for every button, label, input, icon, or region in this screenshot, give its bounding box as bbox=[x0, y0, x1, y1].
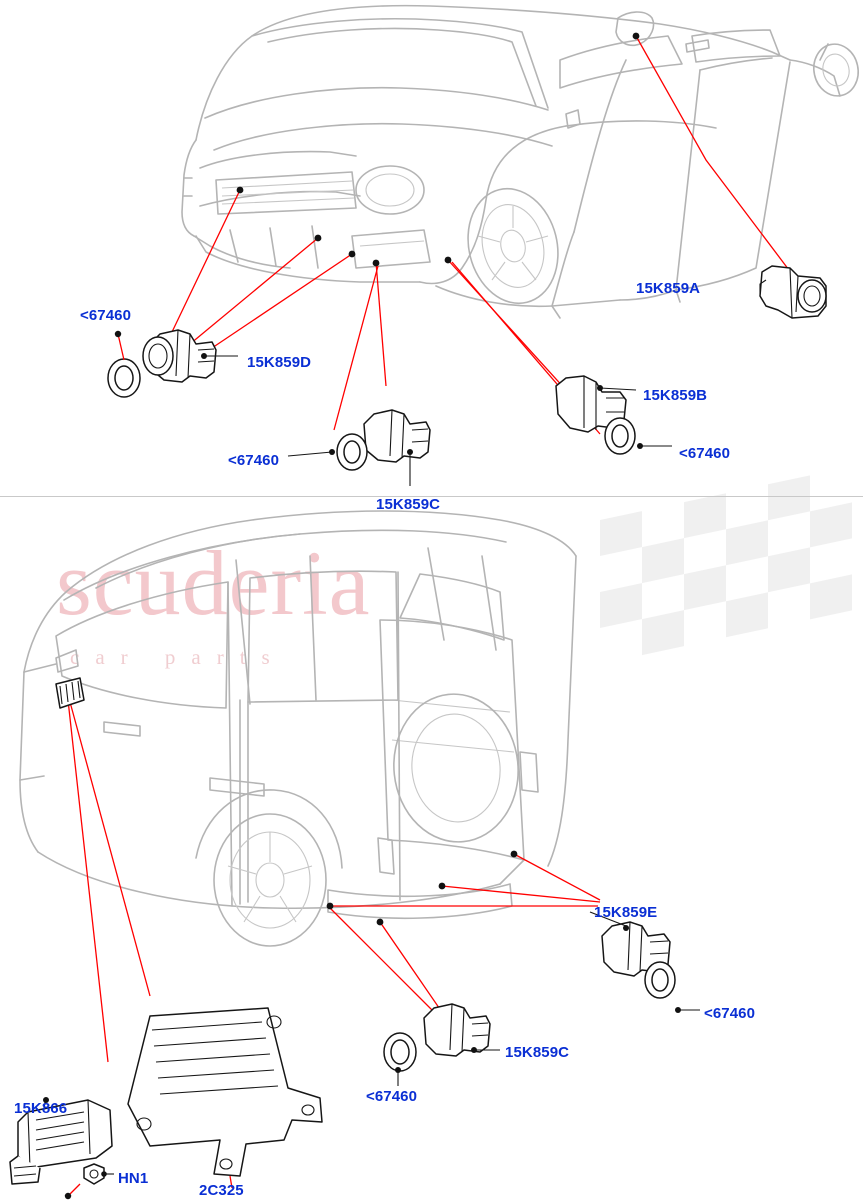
label-15K859C-front: 15K859C bbox=[376, 496, 441, 513]
label-67460-front-right: <67460 bbox=[679, 445, 731, 462]
part-2C325-bracket bbox=[128, 1008, 322, 1188]
connector-rear-body bbox=[56, 678, 84, 708]
label-67460-rear-centre: <67460 bbox=[366, 1088, 418, 1105]
label-67460-front-centre: <67460 bbox=[228, 452, 280, 469]
label-15K859E: 15K859E bbox=[594, 904, 658, 921]
leader-lines-front bbox=[172, 33, 798, 434]
label-67460-rear-right: <67460 bbox=[704, 1005, 756, 1022]
part-15K859E bbox=[590, 912, 700, 1013]
label-15K859C-rear: 15K859C bbox=[505, 1044, 570, 1061]
vehicle-rear-view bbox=[20, 511, 576, 946]
watermark-main: scuderia bbox=[56, 532, 371, 634]
label-HN1: HN1 bbox=[118, 1170, 149, 1187]
label-15K859A: 15K859A bbox=[636, 280, 701, 297]
label-15K859B: 15K859B bbox=[643, 387, 708, 404]
watermark-sub: car parts bbox=[70, 645, 286, 669]
part-15K859C-front bbox=[288, 410, 430, 486]
label-67460-front-left: <67460 bbox=[80, 307, 132, 324]
part-15K859A bbox=[760, 266, 826, 318]
vehicle-front-view bbox=[182, 6, 863, 318]
part-15K859C-rear bbox=[384, 1004, 500, 1086]
label-15K859D: 15K859D bbox=[247, 354, 312, 371]
part-15K859D bbox=[108, 330, 238, 397]
label-15K866: 15K866 bbox=[14, 1100, 68, 1117]
label-2C325: 2C325 bbox=[199, 1182, 244, 1199]
